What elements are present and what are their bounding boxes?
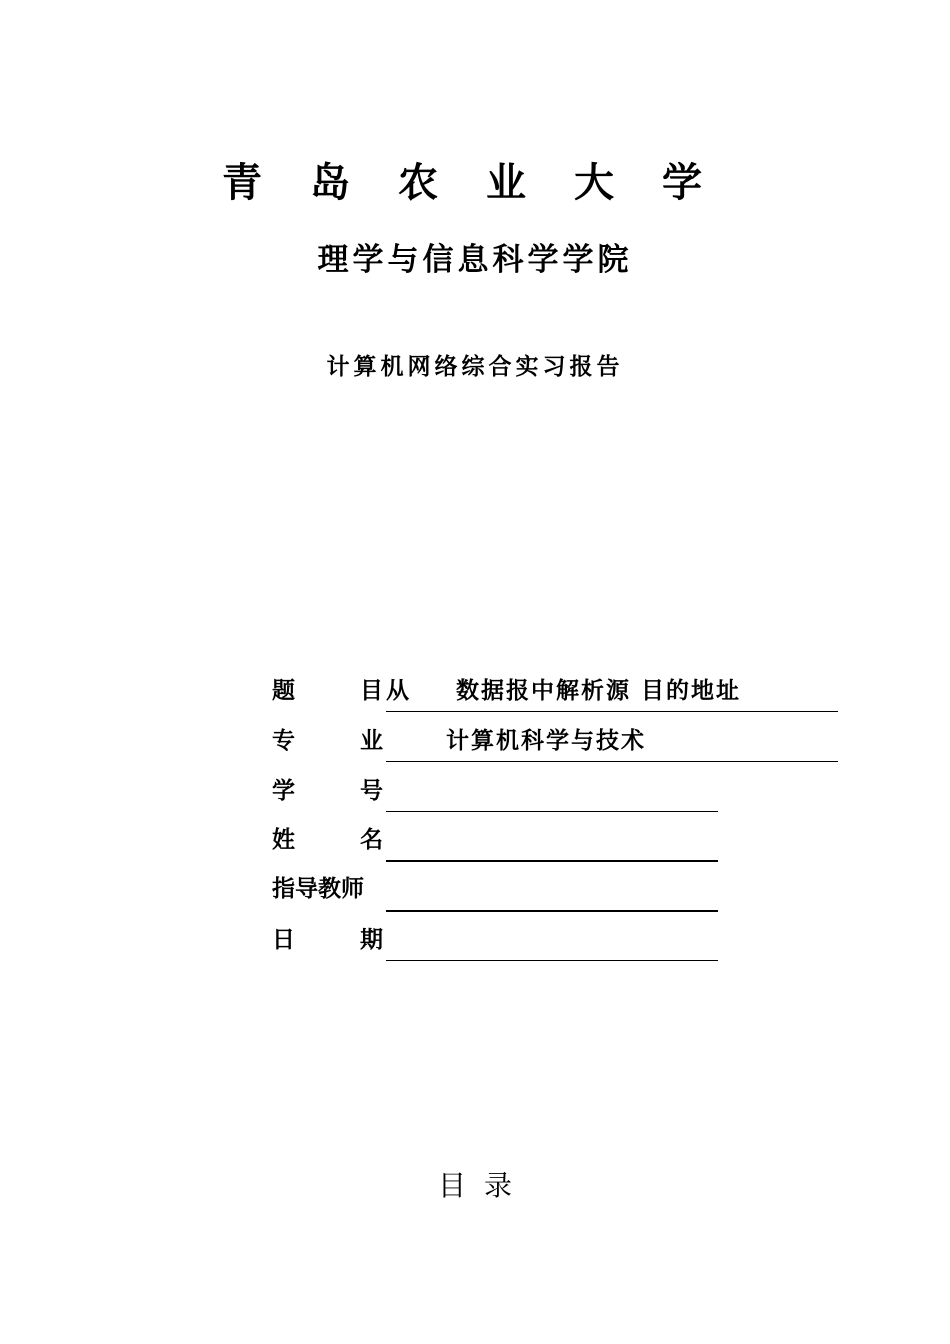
title-underline: [386, 711, 838, 712]
title-value-a: 从: [386, 677, 411, 704]
report-title: 计算机网络综合实习报告: [326, 353, 624, 380]
title-value-b: 数据报中解析源 目的地址: [456, 677, 742, 704]
student-id-underline: [386, 811, 718, 812]
name-label-b: 名: [360, 826, 383, 853]
name-underline: [386, 860, 718, 862]
student-id-label-a: 学: [272, 777, 295, 804]
college-name: 理学与信息科学学院: [317, 242, 633, 278]
major-label-a: 专: [272, 727, 295, 754]
title-label-b: 目: [360, 677, 383, 704]
toc-heading: 目录: [437, 1169, 530, 1202]
university-name: 青岛农业大学: [222, 159, 750, 206]
name-label-a: 姓: [272, 826, 295, 853]
major-label-b: 业: [360, 727, 383, 754]
advisor-underline: [386, 910, 718, 912]
major-underline: [386, 761, 838, 762]
title-label-a: 题: [272, 677, 295, 704]
date-label-a: 日: [272, 926, 295, 953]
major-value: 计算机科学与技术: [446, 727, 646, 754]
date-label-b: 期: [360, 926, 383, 953]
advisor-label: 指导教师: [272, 875, 364, 902]
student-id-label-b: 号: [360, 777, 383, 804]
date-underline: [386, 960, 718, 961]
